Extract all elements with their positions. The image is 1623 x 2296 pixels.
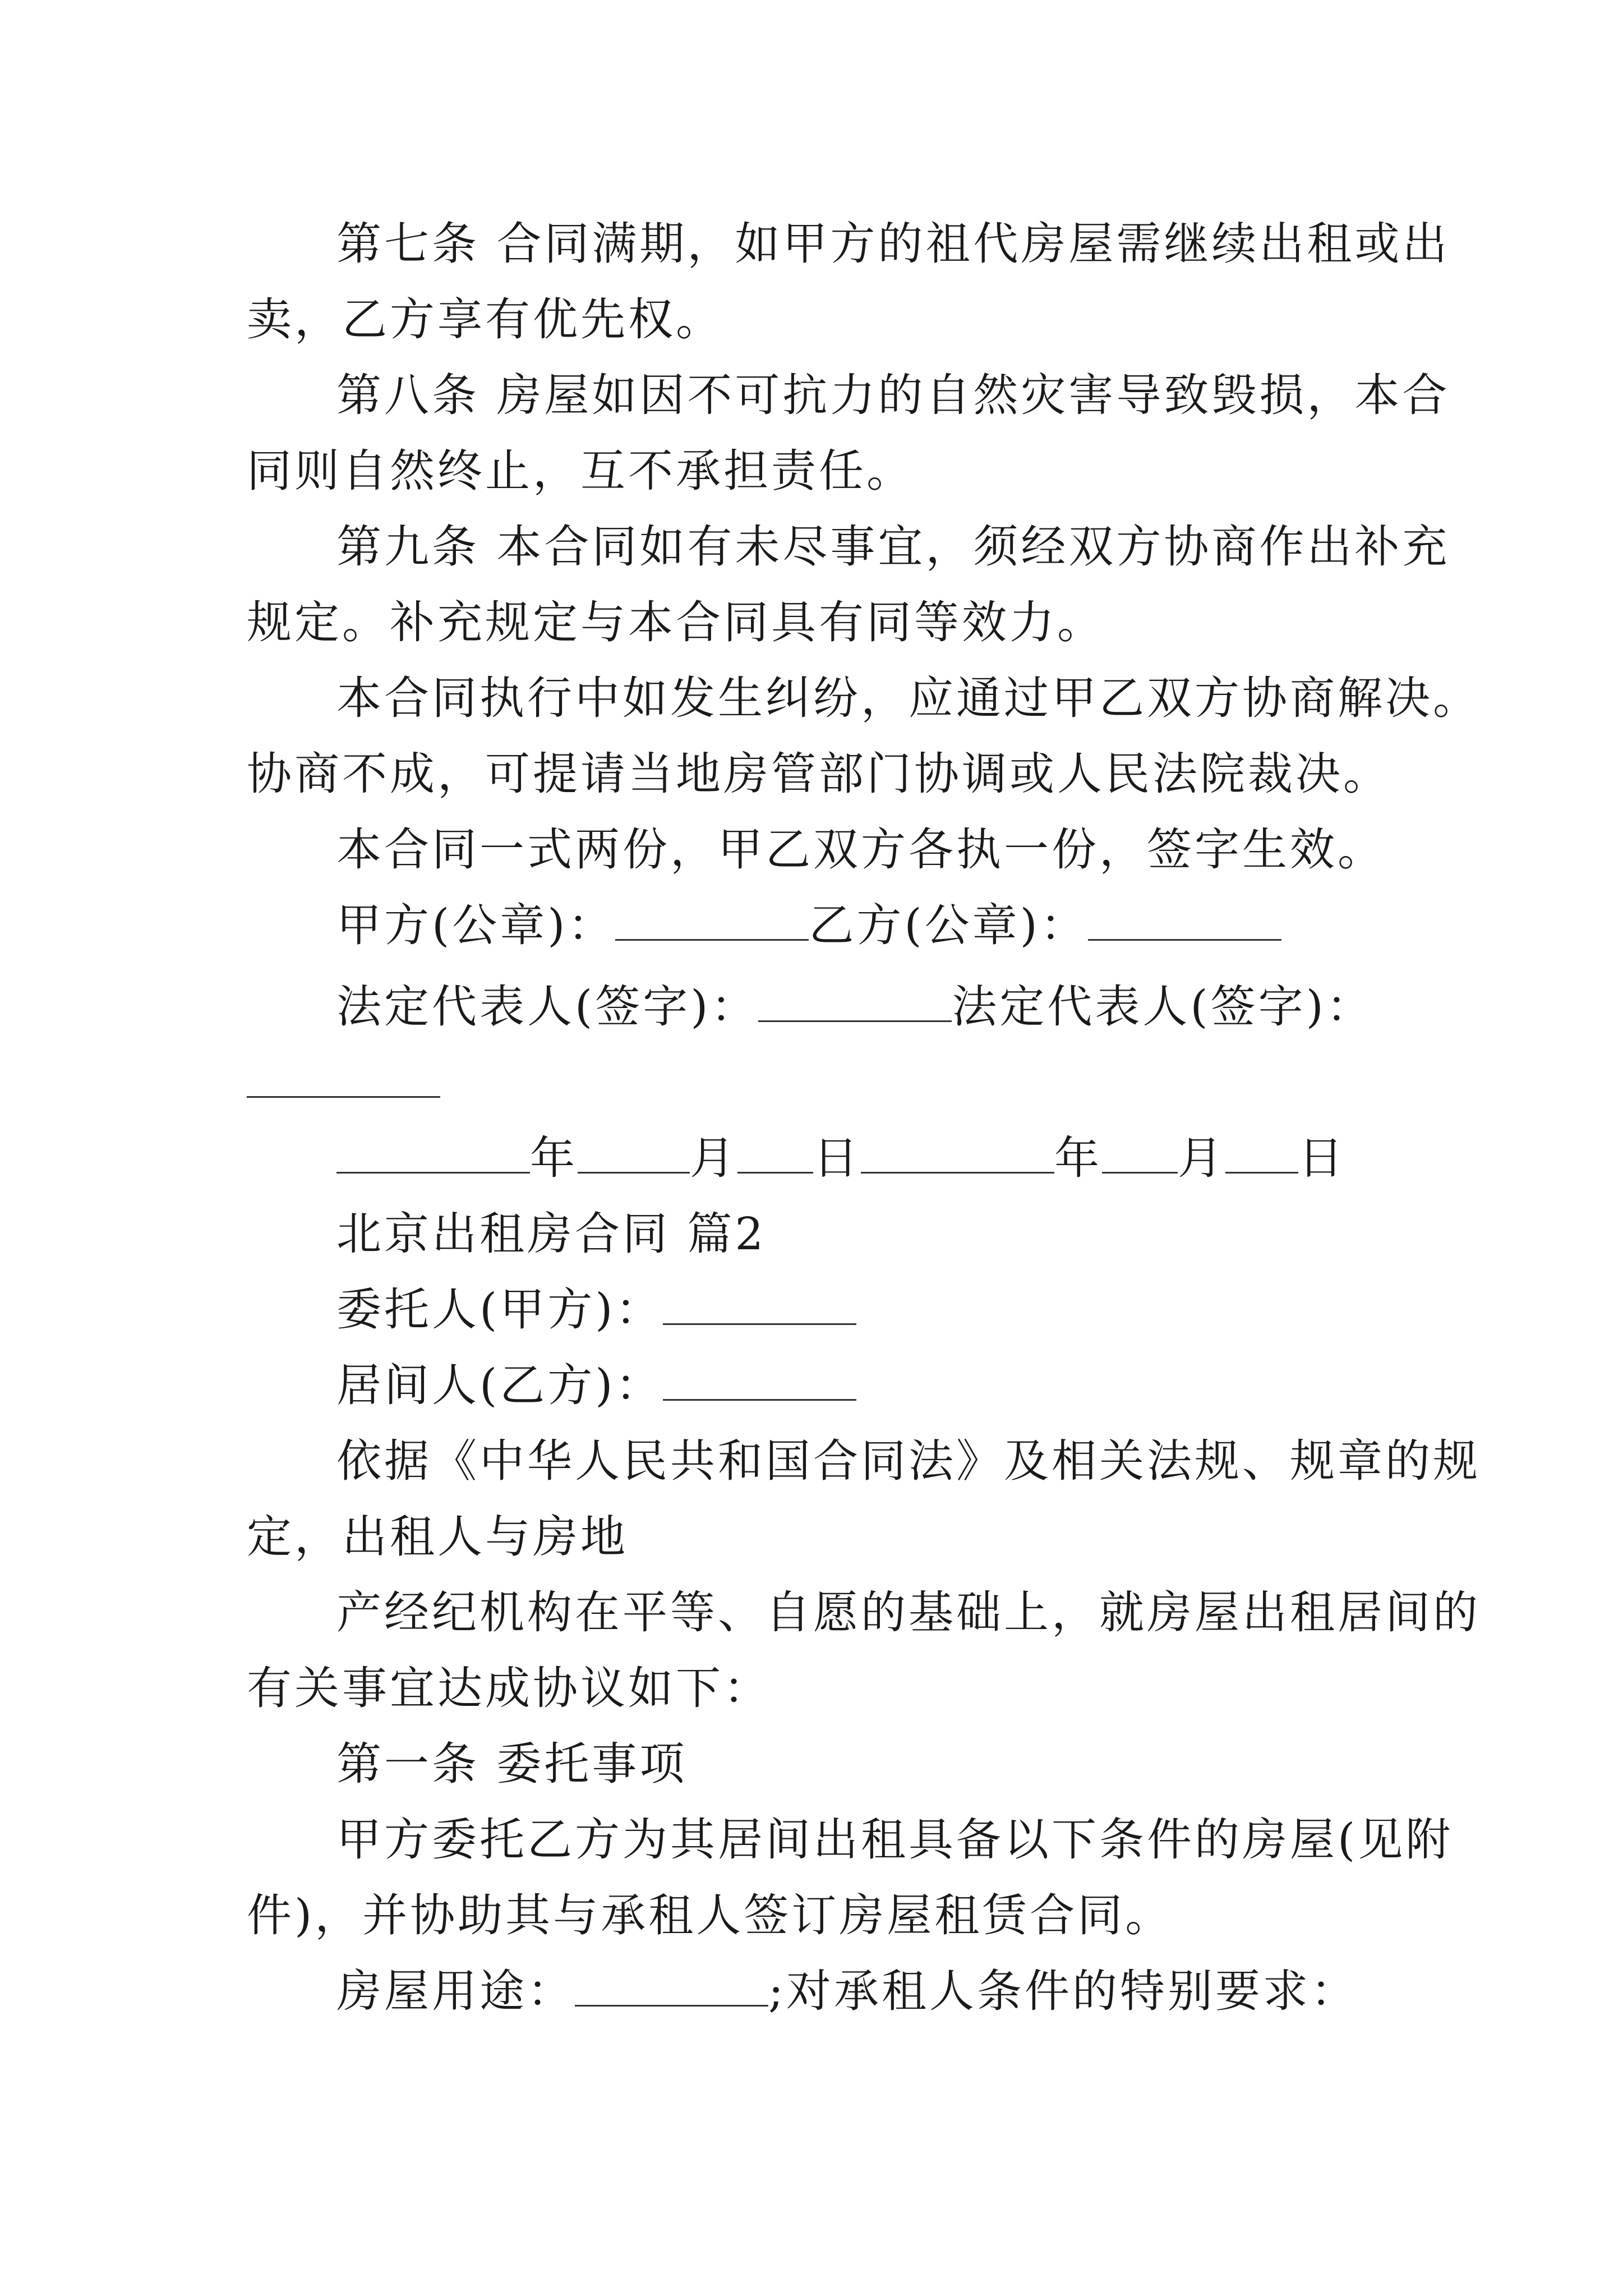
- date-b-year-blank: [861, 1133, 1054, 1174]
- article-8-line-2: 同则自然终止，互不承担责任。: [247, 445, 914, 497]
- copies-clause: 本合同一式两份，甲乙双方各执一份，签字生效。: [336, 823, 1385, 876]
- date-a-month-blank: [578, 1133, 690, 1174]
- date-b-month-blank: [1102, 1133, 1178, 1174]
- article-9-line-2: 规定。补充规定与本合同具有同等效力。: [247, 596, 1105, 648]
- dispute-line-1: 本合同执行中如发生纠纷，应通过甲乙双方协商解决。: [336, 672, 1481, 724]
- principal-line: [336, 1282, 856, 1338]
- article-8-line-1: 第八条 房屋如因不可抗力的自然灾害导致毁损，本合: [336, 369, 1450, 421]
- preamble-line-2: 定，出租人与房地: [247, 1511, 628, 1563]
- date-a-year: 年: [530, 1132, 578, 1184]
- section-2-title: 北京出租房合同 篇2: [336, 1208, 767, 1260]
- date-line: [336, 1130, 1346, 1186]
- party-a-seal-label: 甲方(公章)：: [336, 899, 616, 951]
- party-b-seal-blank: [1088, 900, 1281, 941]
- date-b-day-blank: [1225, 1133, 1298, 1174]
- legal-rep-b-label: 法定代表人(签字)：: [952, 981, 1374, 1033]
- date-a-day: 日: [813, 1132, 861, 1184]
- date-a-day-blank: [737, 1133, 813, 1174]
- article-1-title: 第一条 委托事项: [336, 1738, 688, 1790]
- party-a-seal-blank: [615, 900, 809, 941]
- legal-rep-line: [336, 979, 1374, 1035]
- broker-line: [336, 1358, 856, 1414]
- article-7-line-1: 第七条 合同满期，如甲方的祖代房屋需继续出租或出: [336, 218, 1450, 270]
- usage-label: 房屋用途：: [336, 1965, 575, 2017]
- article-9-line-1: 第九条 本合同如有未尽事宜，须经双方协商作出补充: [336, 521, 1450, 573]
- legal-rep-a-blank: [758, 981, 952, 1022]
- legal-rep-a-label: 法定代表人(签字)：: [336, 981, 759, 1033]
- principal-blank: [663, 1284, 856, 1325]
- legal-rep-b-blank-line: [247, 1055, 440, 1111]
- dispute-line-2: 协商不成，可提请当地房管部门协调或人民法院裁决。: [247, 748, 1391, 800]
- date-a-month: 月: [690, 1132, 737, 1184]
- broker-blank: [663, 1360, 856, 1401]
- article-7-line-2: 卖，乙方享有优先权。: [247, 293, 723, 346]
- article-1-line-2: 件)，并协助其与承租人签订房屋租赁合同。: [247, 1889, 1173, 1941]
- usage-blank: [575, 1966, 768, 2007]
- legal-rep-b-blank: [247, 1057, 440, 1098]
- preamble-line-1: 依据《中华人民共和国合同法》及相关法规、规章的规: [336, 1435, 1481, 1487]
- party-b-seal-label: 乙方(公章)：: [809, 899, 1088, 951]
- tenant-requirements-label: ;对承租人条件的特别要求：: [768, 1965, 1358, 2017]
- date-b-month: 月: [1178, 1132, 1225, 1184]
- usage-line: [336, 1963, 1358, 2019]
- article-1-line-1: 甲方委托乙方为其居间出租具备以下条件的房屋(见附: [336, 1814, 1454, 1866]
- preamble-2-line-2: 有关事宜达成协议如下：: [247, 1662, 771, 1714]
- date-a-year-blank: [336, 1133, 530, 1174]
- principal-label: 委托人(甲方)：: [336, 1283, 663, 1336]
- seal-line: [336, 898, 1281, 954]
- date-b-year: 年: [1054, 1132, 1102, 1184]
- preamble-2-line-1: 产经纪机构在平等、自愿的基础上，就房屋出租居间的: [336, 1586, 1481, 1639]
- date-b-day: 日: [1298, 1132, 1346, 1184]
- broker-label: 居间人(乙方)：: [336, 1359, 663, 1411]
